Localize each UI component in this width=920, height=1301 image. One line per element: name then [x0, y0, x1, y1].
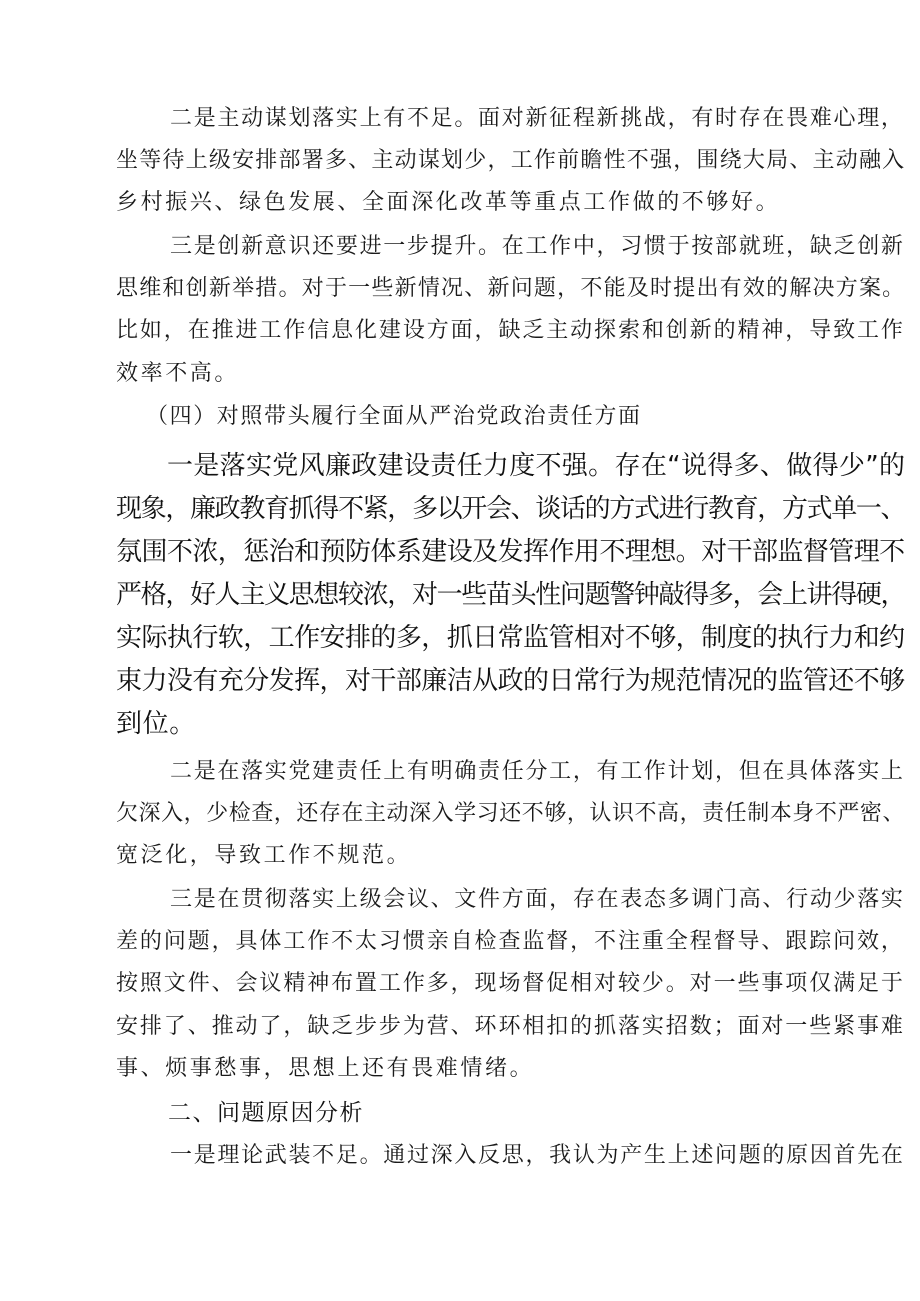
paragraph-line: 欠深入，少检查，还存在主动深入学习还不够，认识不高，责任制本身不严密、: [116, 801, 906, 826]
paragraph-line: 乡村振兴、绿色发展、全面深化改革等重点工作做的不够好。: [116, 190, 781, 215]
paragraph-line: 二是主动谋划落实上有不足。面对新征程新挑战，有时存在畏难心理，: [170, 106, 905, 131]
paragraph-line: 效率不高。: [116, 361, 240, 386]
paragraph-line: 差的问题，具体工作不太习惯亲自检查监督，不注重全程督导、跟踪问效，: [116, 929, 905, 954]
section-heading: 二、问题原因分析: [168, 1100, 364, 1126]
paragraph-line: 按照文件、会议精神布置工作多，现场督促相对较少。对一些事项仅满足于: [116, 971, 905, 996]
paragraph-line: 二是在落实党建责任上有明确责任分工，有工作计划，但在具体落实上: [170, 759, 905, 784]
paragraph-line: 三是创新意识还要进一步提升。在工作中，习惯于按部就班，缺乏创新: [170, 234, 905, 259]
paragraph-line: 现象，廉政教育抓得不紧，多以开会、谈话的方式进行教育，方式单一、: [116, 494, 906, 524]
paragraph-line: 一是理论武装不足。通过深入反思，我认为产生上述问题的原因首先在: [170, 1143, 905, 1168]
paragraph-line: 氛围不浓，惩治和预防体系建设及发挥作用不理想。对干部监督管理不: [116, 537, 905, 567]
paragraph-line: 坐等待上级安排部署多、主动谋划少，工作前瞻性不强，围绕大局、主动融入: [116, 148, 906, 173]
paragraph-line: 束力没有充分发挥，对干部廉洁从政的日常行为规范情况的监管还不够: [116, 666, 905, 696]
paragraph-line: 思维和创新举措。对于一些新情况、新问题，不能及时提出有效的解决方案。: [116, 276, 906, 301]
paragraph-line: 严格，好人主义思想较浓，对一些苗头性问题警钟敲得多，会上讲得硬，: [116, 580, 906, 610]
paragraph-line: 比如，在推进工作信息化建设方面，缺乏主动探索和创新的精神，导致工作: [116, 318, 905, 343]
paragraph-line: 安排了、推动了，缺乏步步为营、环环相扣的抓落实招数；面对一些紧事难: [116, 1014, 905, 1039]
paragraph-line: 宽泛化，导致工作不规范。: [116, 843, 412, 868]
subsection-heading: （四）对照带头履行全面从严治党政治责任方面: [146, 404, 642, 429]
paragraph-line: 一是落实党风廉政建设责任力度不强。存在“说得多、做得少”的: [167, 451, 906, 481]
paragraph-line: 到位。: [116, 709, 196, 739]
paragraph-line: 事、烦事愁事，思想上还有畏难情绪。: [116, 1056, 535, 1081]
paragraph-line: 实际执行软，工作安排的多，抓日常监管相对不够，制度的执行力和约: [116, 623, 905, 653]
paragraph-line: 三是在贯彻落实上级会议、文件方面，存在表态多调门高、行动少落实: [170, 887, 905, 912]
